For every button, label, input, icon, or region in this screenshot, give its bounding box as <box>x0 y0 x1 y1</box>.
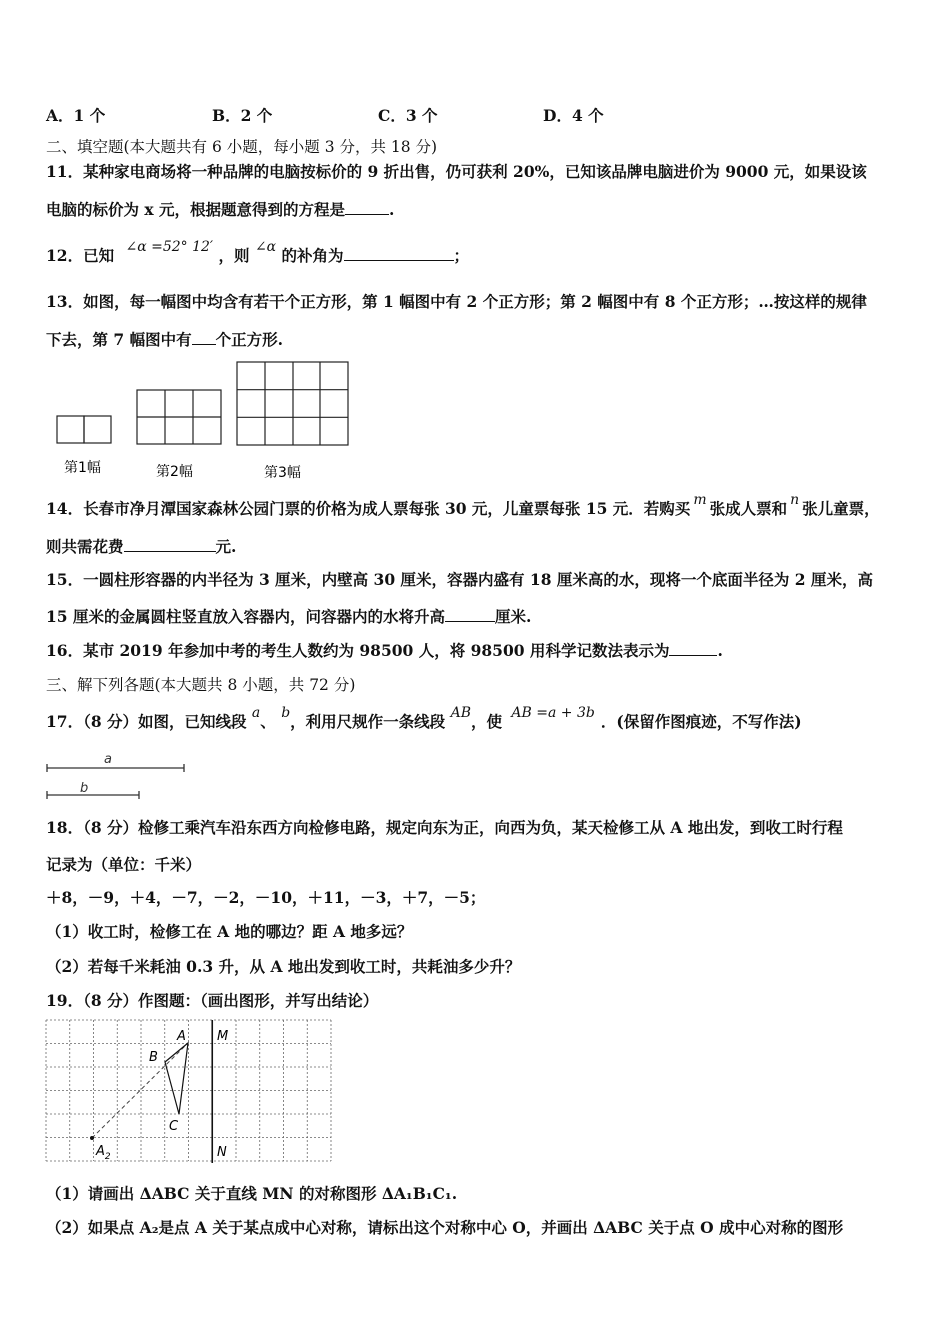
q13-answer-blank <box>192 330 216 345</box>
q15-line2: 15 厘米的金属圆柱竖直放入容器内，问容器内的水将升高 厘米. <box>46 607 532 626</box>
q12-text-c: 的补角为 <box>281 246 344 265</box>
option-c: C．3 个 <box>378 106 438 125</box>
q17-equation: AB =a + 3b <box>511 705 595 721</box>
label-n: N <box>217 1145 227 1160</box>
q18-line1: 18．（8 分）检修工乘汽车沿东西方向检修电路，规定向东为正，向西为负，某天检修工从 A 地出发，到收工时行程 <box>46 818 843 837</box>
q12-text-b: ，则 <box>218 246 250 265</box>
fig1-square <box>57 416 84 443</box>
q13-line1: 13．如图，每一幅图中均含有若干个正方形，第 1 幅图中有 2 个正方形；第 2 幅图中有 8 个正方形；…按这样的规律 <box>46 292 867 311</box>
q17-var-b: b <box>281 705 291 721</box>
q12-answer-blank <box>344 246 454 261</box>
q16-answer-blank <box>669 641 717 656</box>
section-3-heading: 三、解下列各题(本大题共 8 小题，共 72 分) <box>46 676 356 694</box>
q19-title: 19．（8 分）作图题：（画出图形，并写出结论） <box>46 991 379 1010</box>
q19-sub1: （1）请画出 ΔABC 关于直线 MN 的对称图形 ΔA₁B₁C₁. <box>46 1184 458 1203</box>
q17-segments-figure <box>44 748 194 800</box>
triangle-abc <box>165 1043 188 1114</box>
q14-line1: 14．长春市净月潭国家森林公园门票的价格为成人票每张 30 元，儿童票每张 15 元．若购买 m 张成人票和 n 张儿童票， <box>46 492 880 518</box>
q13-line2: 下去，第 7 幅图中有 个正方形. <box>46 330 283 349</box>
label-b: B <box>149 1050 158 1065</box>
q14-answer-blank <box>124 537 216 552</box>
label-c: C <box>169 1119 179 1134</box>
option-a: A．1 个 <box>46 106 106 125</box>
q14-var-n: n <box>790 492 800 508</box>
point-a2 <box>90 1136 94 1140</box>
q16-line: 16．某市 2019 年参加中考的考生人数约为 98500 人，将 98500 用科学记数法表示为 . <box>46 641 723 660</box>
fig3-label: 第3幅 <box>264 465 301 481</box>
q17-line: 17．（8 分）如图，已知线段 a、 b，利用尺规作一条线段 AB，使 AB =a + 3b ．(保留作图痕迹，不写作法) <box>46 705 802 731</box>
q14-var-m: m <box>693 492 707 508</box>
fig1-square <box>84 416 111 443</box>
q12-angle-value: ∠α =52° 12′ <box>125 239 214 255</box>
q12-text-a: 12．已知 <box>46 246 115 265</box>
q11-line1: 11．某种家电商场将一种品牌的电脑按标价的 9 折出售，仍可获利 20%，已知该品牌电脑进价为 9000 元，如果设该 <box>46 162 867 181</box>
fig2-label: 第2幅 <box>156 464 193 480</box>
q13-square-figure <box>50 358 360 488</box>
q11-line2: 电脑的标价为 x 元，根据题意得到的方程是 . <box>46 200 395 219</box>
q19-sub2: （2）如果点 A₂是点 A 关于某点成中心对称，请标出这个对称中心 O，并画出 ΔABC 关于点 O 成中心对称的图形 <box>46 1218 844 1237</box>
label-a2: $A_2$ <box>96 1144 111 1162</box>
q12-line: 12．已知 ∠α =52° 12′ ，则 ∠α 的补角为 ； <box>46 239 470 265</box>
q11-answer-blank <box>345 200 389 215</box>
q12-angle: ∠α <box>254 239 277 255</box>
segment-b-label: b <box>80 781 89 796</box>
option-b: B．2 个 <box>212 106 273 125</box>
segment-a-label: a <box>104 752 112 767</box>
q19-grid-figure <box>44 1018 336 1168</box>
q15-answer-blank <box>445 607 495 622</box>
q17-seg-ab: AB <box>450 705 471 721</box>
label-m: M <box>217 1029 229 1044</box>
q18-sub1: （1）收工时，检修工在 A 地的哪边？距 A 地多远？ <box>46 922 413 941</box>
q18-record: ＋8，－9，＋4，－7，－2，－10，＋11，－3，＋7，－5； <box>46 888 486 907</box>
q15-line1: 15．一圆柱形容器的内半径为 3 厘米，内壁高 30 厘米，容器内盛有 18 厘米高的水，现将一个底面半径为 2 厘米，高 <box>46 570 873 589</box>
option-d: D．4 个 <box>543 106 604 125</box>
section-2-heading: 二、填空题(本大题共有 6 小题，每小题 3 分，共 18 分) <box>46 138 438 156</box>
fig1-label: 第1幅 <box>64 460 101 476</box>
q11-text: 电脑的标价为 x 元，根据题意得到的方程是 <box>46 200 346 219</box>
q18-sub2: （2）若每千米耗油 0.3 升，从 A 地出发到收工时，共耗油多少升？ <box>46 957 521 976</box>
q18-line2: 记录为（单位：千米） <box>46 855 202 874</box>
q17-var-a: a <box>251 705 261 721</box>
label-a: A <box>177 1029 186 1044</box>
q14-line2: 则共需花费 元. <box>46 537 237 556</box>
